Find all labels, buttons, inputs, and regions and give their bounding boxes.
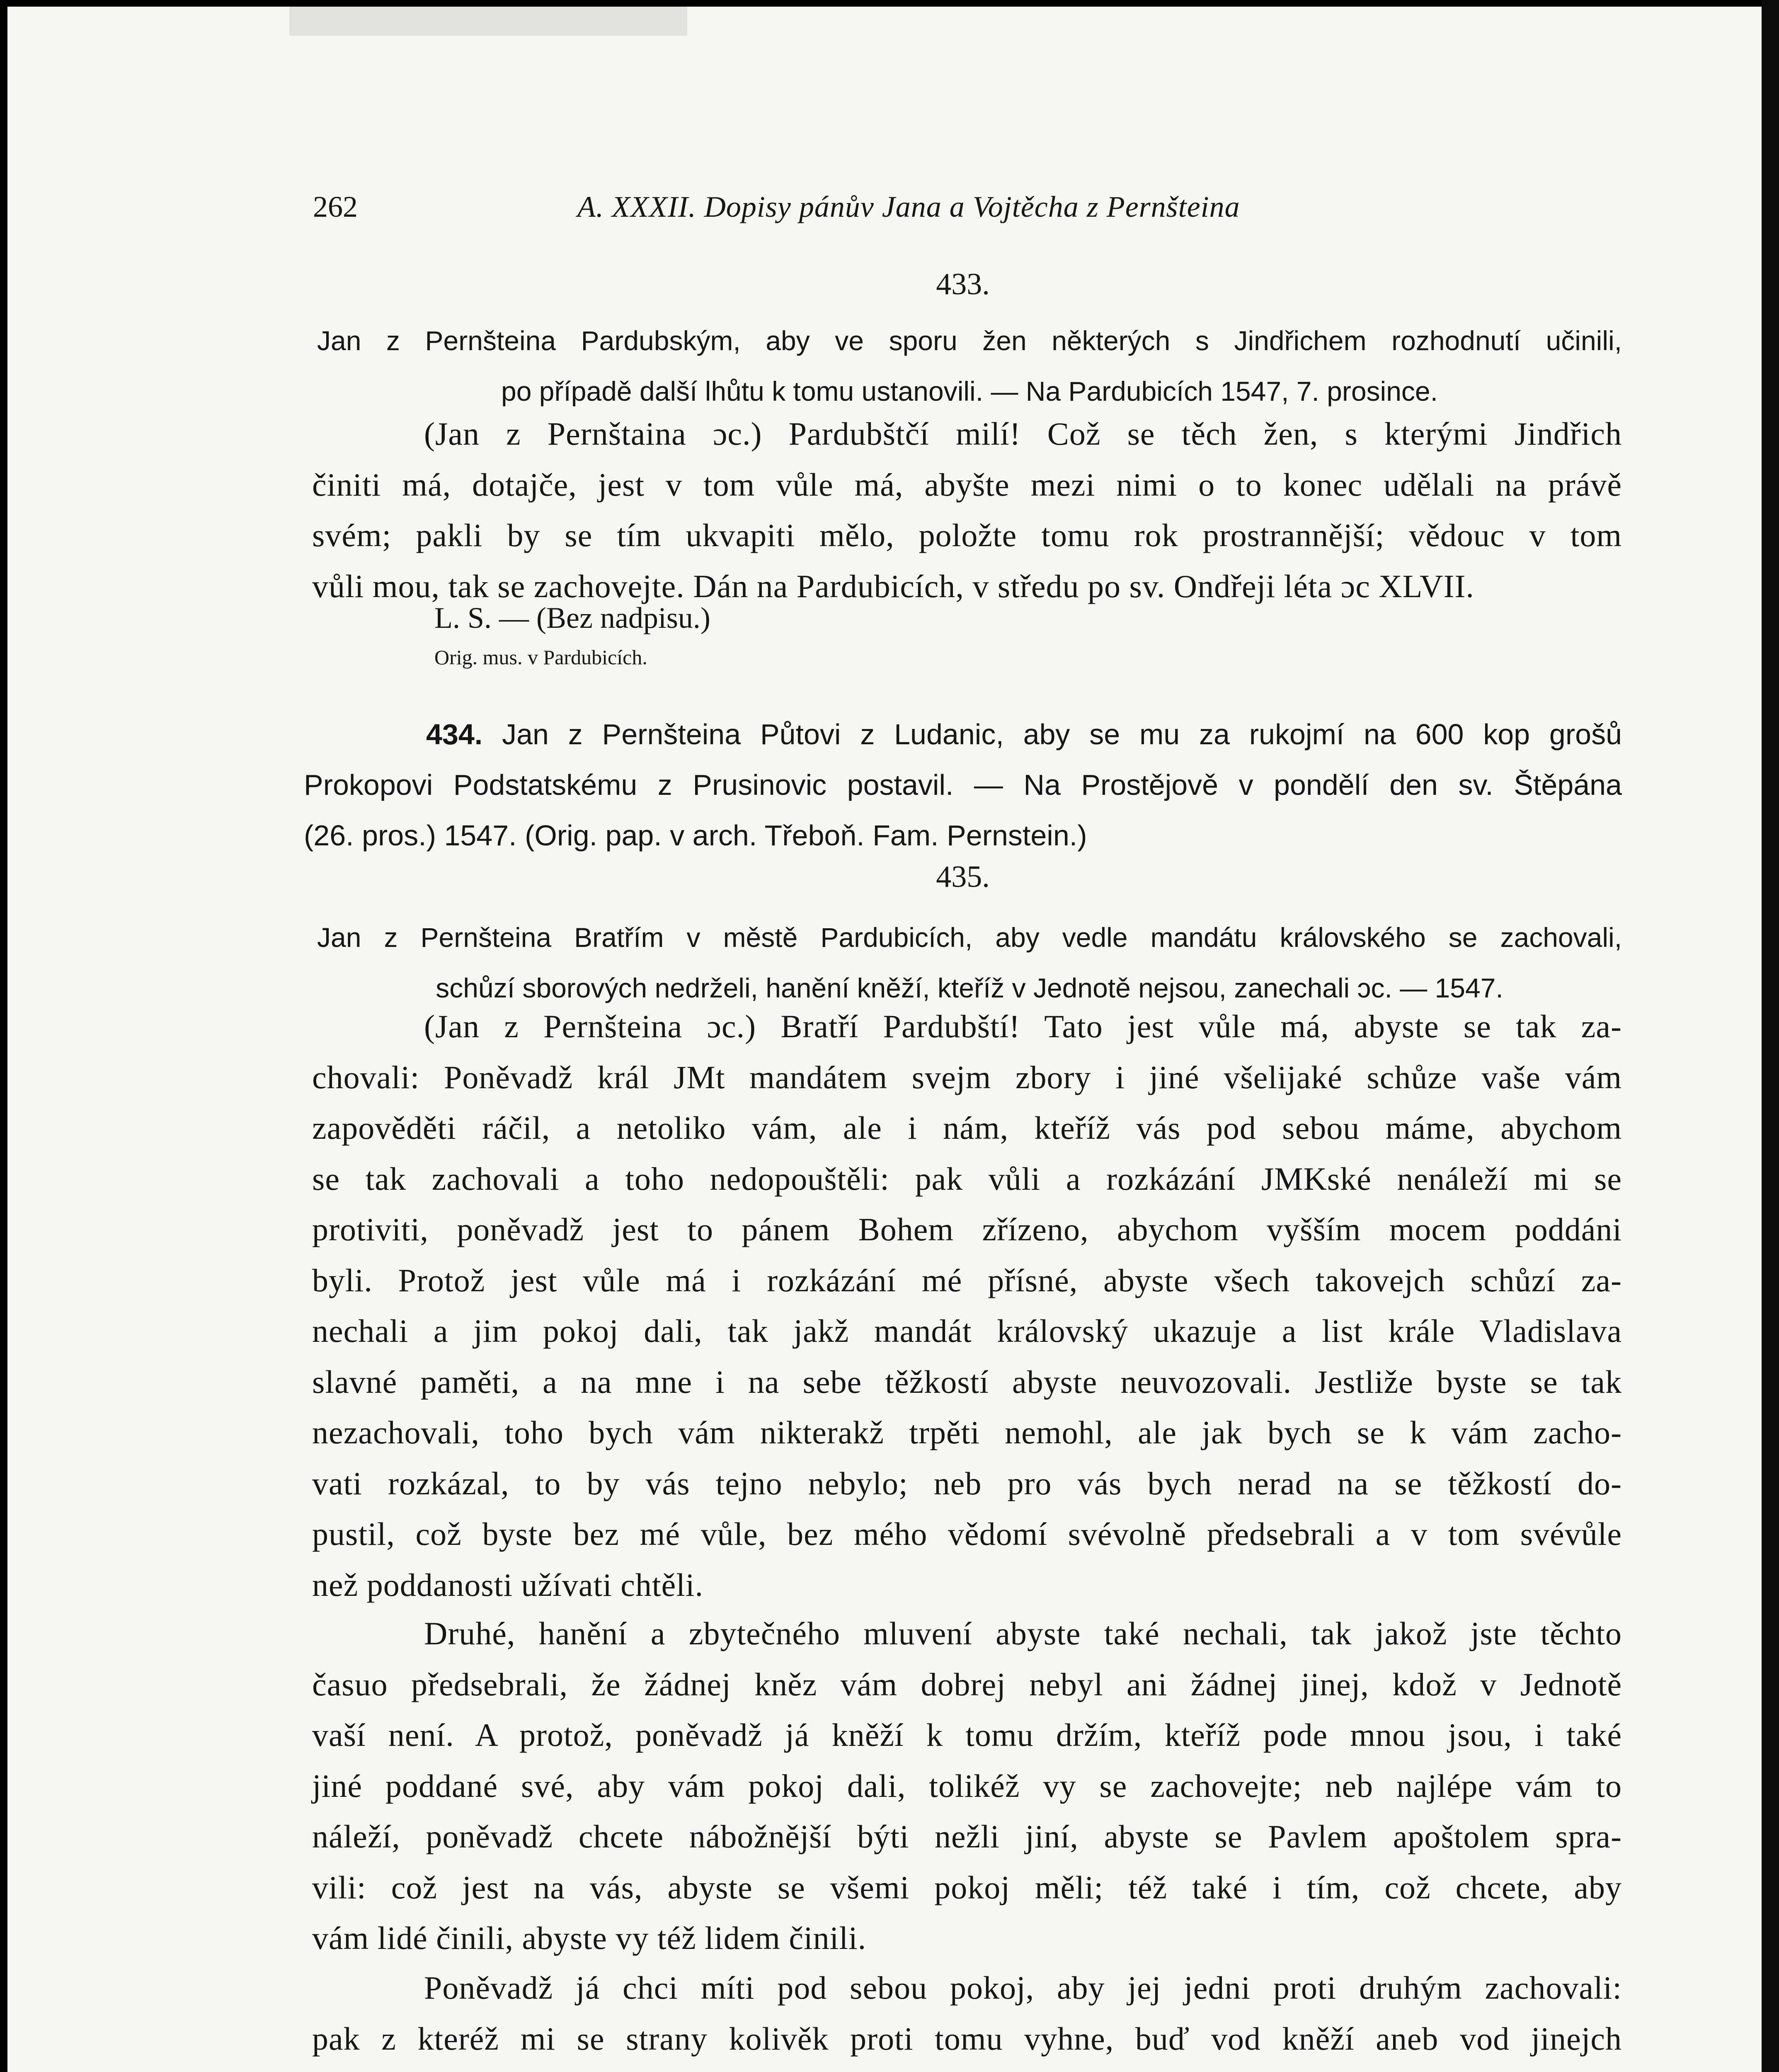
bleed-through-mark (289, 7, 687, 36)
running-head (304, 184, 1622, 230)
text-line: než poddanosti užívati chtěli. (312, 1566, 704, 1603)
summary-line: Jan z Pernšteina Bratřím v městě Pardubicích, aby vedle mandátu královského se zachovali, (317, 922, 1622, 953)
regest-line: (26. pros.) 1547. (Orig. pap. v arch. Třeboň. Fam. Pernstein.) (304, 819, 1087, 852)
text-line: vaší není. A protož, poněvadž já kněží k tomu držím, kteříž pode mnou jsou, i také (312, 1717, 1622, 1753)
book-page (7, 7, 1762, 2072)
scan-edge (1762, 0, 1779, 2072)
document-number-435: 435. (936, 860, 990, 894)
text-line: slavné paměti, a na mne i na sebe těžkostí abyste neuvozovali. Jestliže byste se tak (312, 1363, 1622, 1400)
running-title: A. XXXII. Dopisy pánův Jana a Vojtěcha z Pernšteina (577, 190, 1240, 223)
document-number-434: 434. (426, 718, 483, 750)
summary-line: Jan z Pernšteina Pardubským, aby ve sporu žen některých s Jindřichem rozhodnutí učinili, (317, 325, 1622, 356)
text-line: (Jan z Pernšteina ɔc.) Bratří Pardubští! Tato jest vůle má, abyste se tak za- (424, 1008, 1622, 1044)
text-line: chovali: Poněvadž král JMt mandátem svejm zbory i jiné všelijaké schůze vaše vám (312, 1059, 1622, 1095)
text-line: jiné poddané své, aby vám pokoj dali, tolikéž vy se zachovejte; neb najlépe vám to (312, 1767, 1622, 1804)
text-line: byli. Protož jest vůle má i rozkázání mé přísné, abyste všech takovejch schůzí za- (312, 1262, 1622, 1298)
text-line: svém; pakli by se tím ukvapiti mělo, položte tomu rok prostrannější; vědouc v tom (312, 517, 1622, 553)
seal-note: L. S. — (Bez nadpisu.) (434, 601, 710, 634)
text-line: Poněvadž já chci míti pod sebou pokoj, aby jej jedni proti druhým zachovali: (424, 1970, 1622, 2006)
text-line: protiviti, poněvadž jest to pánem Bohem zřízeno, abychom vyšším mocem poddáni (312, 1211, 1622, 1247)
source-note: Orig. mus. v Pardubicích. (434, 646, 647, 669)
regest-line: Prokopovi Podstatskému z Prusinovic postavil. — Na Prostějově v pondělí den sv. Štěpána (304, 769, 1622, 801)
text-line: vili: což jest na vás, abyste se všemi pokoj měli; též také i tím, což chcete, aby (312, 1869, 1622, 1905)
document-number-433: 433. (936, 267, 990, 301)
document-434 (304, 709, 1622, 861)
text-line: činiti má, dotajče, jest v tom vůle má, abyšte mezi nimi o to konec udělali na právě (312, 466, 1622, 503)
summary-line: po případě další lhůtu k tomu ustanovili. — Na Pardubicích 1547, 7. prosince. (501, 376, 1438, 407)
document-435-paragraph-2 (312, 1608, 1622, 1964)
document-435-summary (317, 912, 1622, 1013)
regest-line-first (304, 709, 1622, 760)
text-line: (Jan z Pernštaina ɔc.) Pardubštčí milí! Což se těch žen, s kterými Jindřich (424, 416, 1622, 452)
summary-line: schůzí sborových nedrželi, hanění kněží, kteříž v Jednotě nejsou, zanechali ɔc. — 1547. (436, 973, 1503, 1003)
text-line: vůli mou, tak se zachovejte. Dán na Pardubicích, v středu po sv. Ondřeji léta ɔc XLVII. (312, 568, 1474, 604)
text-line: vati rozkázal, to by vás tejno nebylo; neb pro vás bych nerad na se těžkostí do- (312, 1465, 1622, 1501)
regest-text: Jan z Pernšteina Půtovi z Ludanic, aby se mu za rukojmí na 600 kop grošů (502, 718, 1622, 750)
text-line: časuo předsebrali, že žádnej kněz vám dobrej nebyl ani žádnej jinej, kdož v Jednotě (312, 1666, 1622, 1702)
document-435-paragraph-1 (312, 1001, 1622, 1610)
text-line: náleží, poněvadž chcete nábožnější býti nežli jiní, abyste se Pavlem apoštolem spra- (312, 1818, 1622, 1854)
text-line: nezachovali, toho bych vám nikterakž trpěti nemohl, ale jak bych se k vám zacho- (312, 1414, 1622, 1450)
text-line: nechali a jim pokoj dali, tak jakž mandát královský ukazuje a list krále Vladislava (312, 1313, 1622, 1349)
text-line: Druhé, hanění a zbytečného mluvení abyste také nechali, tak jakož jste těchto (424, 1615, 1622, 1651)
document-433-text (312, 409, 1622, 612)
page-number: 262 (313, 190, 358, 223)
text-line: pak z kteréž mi se strany kolivěk proti tomu vyhne, buď vod kněží aneb vod jinejch (312, 2020, 1622, 2057)
text-line: se tak zachovali a toho nedopouštěli: pak vůli a rozkázání JMKské nenáleží mi se (312, 1160, 1622, 1197)
document-433-summary (317, 315, 1622, 416)
text-line: vám lidé činili, abyste vy též lidem činili. (312, 1920, 867, 1956)
text-line: zapověděti ráčil, a netoliko vám, ale i nám, kteříž vás pod sebou máme, abychom (312, 1110, 1622, 1146)
text-line: pustil, což byste bez mé vůle, bez mého vědomí svévolně předsebrali a v tom svévůle (312, 1516, 1622, 1552)
document-435-paragraph-3 (312, 1963, 1622, 2064)
